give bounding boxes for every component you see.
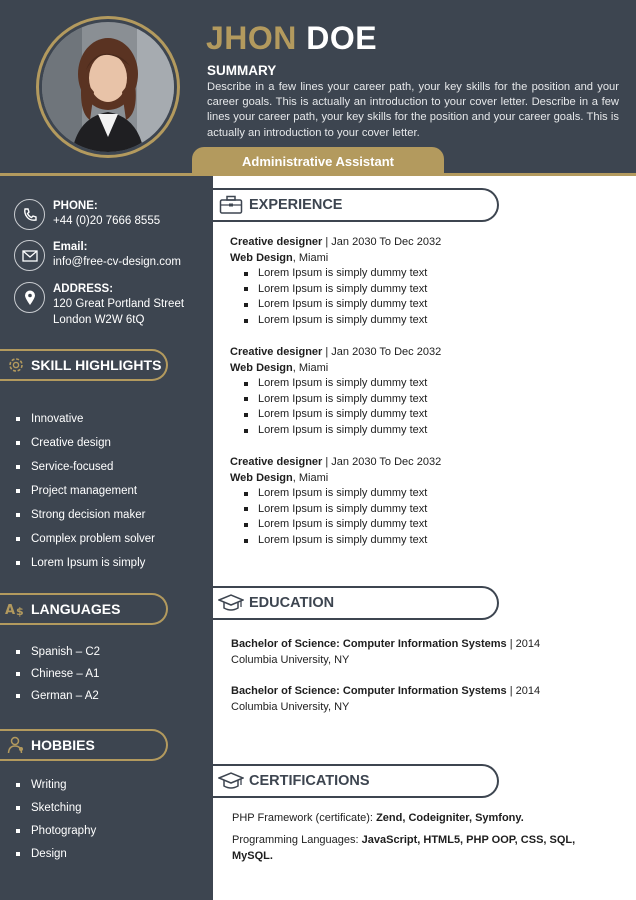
first-name: JHON (206, 20, 297, 56)
certifications-title: CERTIFICATIONS (249, 773, 370, 789)
job-role: Creative designer (230, 346, 323, 358)
person-icon (5, 734, 27, 756)
candidate-name (206, 20, 377, 57)
contact-address (14, 282, 184, 328)
location-pin-icon (14, 282, 45, 313)
job-location: , Miami (292, 251, 329, 264)
language-item: German – A2 (16, 685, 100, 707)
education-title: EDUCATION (249, 595, 335, 611)
phone-icon (14, 199, 45, 230)
last-name: DOE (306, 20, 378, 56)
certification-line (232, 811, 612, 827)
job-bullet: Lorem Ipsum is simply dummy text (244, 392, 620, 408)
language-icon (5, 598, 27, 620)
job-bullet: Lorem Ipsum is simply dummy text (244, 407, 620, 423)
job-location: , Miami (292, 361, 329, 374)
job-company: Web Design (230, 361, 293, 374)
certification-line (232, 833, 612, 864)
language-item: Spanish – C2 (16, 641, 100, 663)
languages-heading (0, 593, 168, 625)
email-label: Email: (53, 241, 88, 253)
education-entry (231, 683, 540, 715)
cert-value: JavaScript, HTML5, PHP OOP, CSS, SQL, MySQL. (232, 834, 576, 862)
skills-title: SKILL HIGHLIGHTS (31, 357, 162, 373)
skill-item: Innovative (16, 407, 155, 431)
svg-text:A: A (5, 603, 16, 618)
skill-item: Lorem Ipsum is simply (16, 551, 155, 575)
skills-heading (0, 349, 168, 381)
job-entry (230, 455, 620, 548)
hobbies-list (16, 773, 96, 865)
skill-item: Project management (16, 479, 155, 503)
job-company: Web Design (230, 471, 293, 484)
job-bullet: Lorem Ipsum is simply dummy text (244, 313, 620, 329)
job-dates: | Jan 2030 To Dec 2032 (325, 456, 442, 468)
job-bullet: Lorem Ipsum is simply dummy text (244, 533, 620, 549)
language-item: Chinese – A1 (16, 663, 100, 685)
skill-item: Complex problem solver (16, 527, 155, 551)
job-bullet: Lorem Ipsum is simply dummy text (244, 297, 620, 313)
job-bullet: Lorem Ipsum is simply dummy text (244, 282, 620, 298)
email-value[interactable]: info@free-cv-design.com (53, 256, 181, 268)
profile-photo-frame (36, 16, 180, 158)
cert-label: PHP Framework (certificate): (232, 812, 377, 824)
edu-degree: Bachelor of Science: Computer Information Systems (231, 638, 507, 650)
experience-title: EXPERIENCE (249, 197, 343, 213)
certifications-heading (213, 764, 499, 798)
summary-title: SUMMARY (207, 63, 277, 78)
phone-value[interactable]: +44 (0)20 7666 8555 (53, 215, 161, 227)
edu-school: Columbia University, NY (231, 654, 350, 666)
contact-email (14, 240, 181, 271)
address-line1: 120 Great Portland Street (53, 298, 185, 310)
graduation-cap-icon (217, 591, 245, 615)
mail-icon (14, 240, 45, 271)
certificate-cap-icon (217, 769, 245, 793)
svg-text:$: $ (16, 605, 24, 618)
education-heading (213, 586, 499, 620)
hobbies-title: HOBBIES (31, 737, 95, 753)
cert-value: Zend, Codeigniter, Symfony. (376, 812, 524, 824)
skills-list (16, 407, 155, 575)
briefcase-icon (217, 193, 245, 217)
job-bullet: Lorem Ipsum is simply dummy text (244, 266, 620, 282)
contact-phone (14, 199, 160, 230)
job-bullet: Lorem Ipsum is simply dummy text (244, 423, 620, 439)
hobby-item: Sketching (16, 796, 96, 819)
hobbies-heading (0, 729, 168, 761)
edu-degree: Bachelor of Science: Computer Information Systems (231, 685, 507, 697)
role-tab: Administrative Assistant (192, 147, 444, 176)
cert-label: Programming Languages: (232, 834, 362, 846)
skill-item: Strong decision maker (16, 503, 155, 527)
address-label: ADDRESS: (53, 283, 114, 295)
languages-title: LANGUAGES (31, 601, 121, 617)
job-bullet: Lorem Ipsum is simply dummy text (244, 502, 620, 518)
job-bullet: Lorem Ipsum is simply dummy text (244, 517, 620, 533)
hobby-item: Photography (16, 819, 96, 842)
hobby-item: Design (16, 842, 96, 865)
job-company: Web Design (230, 251, 293, 264)
skill-item: Creative design (16, 431, 155, 455)
job-role: Creative designer (230, 456, 323, 468)
profile-photo (42, 22, 174, 152)
job-bullet: Lorem Ipsum is simply dummy text (244, 376, 620, 392)
languages-list (16, 641, 100, 707)
job-dates: | Jan 2030 To Dec 2032 (325, 346, 442, 358)
job-bullet: Lorem Ipsum is simply dummy text (244, 486, 620, 502)
job-entry (230, 345, 620, 438)
job-dates: | Jan 2030 To Dec 2032 (325, 236, 442, 248)
job-role: Creative designer (230, 236, 323, 248)
job-entry (230, 235, 620, 328)
gear-icon (5, 354, 27, 376)
skill-item: Service-focused (16, 455, 155, 479)
experience-heading (213, 188, 499, 222)
phone-label: PHONE: (53, 200, 98, 212)
address-line2: London W2W 6tQ (53, 314, 145, 326)
edu-school: Columbia University, NY (231, 701, 350, 713)
edu-year: | 2014 (506, 638, 541, 650)
education-entry (231, 636, 540, 668)
hobby-item: Writing (16, 773, 96, 796)
edu-year: | 2014 (506, 685, 541, 697)
job-location: , Miami (292, 471, 329, 484)
summary-text: Describe in a few lines your career path, your key skills for the position and your career goals. This is actually an introduction to your cover letter. Describe in a few lines your career path, your key skills for the position and your career goals. This is actually an introduction to your cover letter. (207, 81, 619, 139)
